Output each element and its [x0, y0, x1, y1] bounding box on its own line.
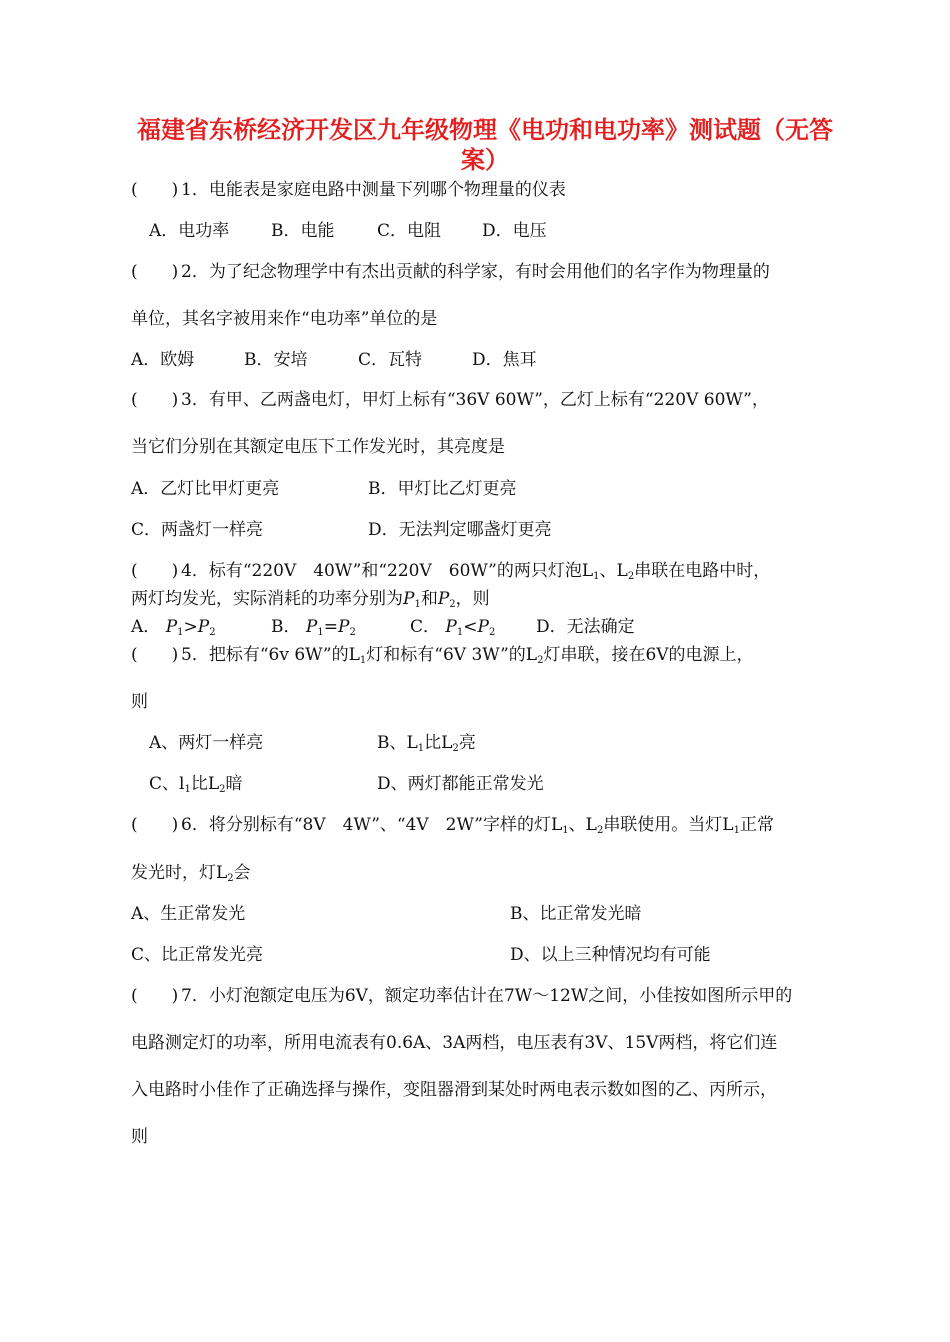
- question-7: [131, 986, 792, 1006]
- q6-text: 、L: [568, 815, 597, 835]
- option-prefix: B．: [271, 617, 301, 637]
- symbol-p: P: [477, 617, 489, 637]
- question-4-stem-line2: [131, 589, 490, 609]
- operator: <: [463, 617, 478, 637]
- symbol-p: P: [403, 589, 415, 609]
- question-7-stem-line4: 则: [131, 1127, 148, 1147]
- q2-option-c: C．瓦特: [358, 350, 423, 370]
- q4-option-c: [410, 617, 495, 637]
- q6-text: 6．将分别标有“8V 4W”、“4V 2W”字样的灯L: [181, 815, 563, 835]
- subscript: 1: [359, 655, 367, 666]
- q6-text: 会: [233, 863, 251, 883]
- symbol-p: P: [337, 617, 350, 637]
- subscript: 1: [733, 825, 740, 836]
- subscript: 1: [317, 627, 324, 638]
- option-prefix: A．: [131, 617, 161, 637]
- q6-text: 发光时，灯L: [131, 863, 228, 883]
- q6-option-a: A、生正常发光: [131, 904, 246, 924]
- q3-option-d: D．无法判定哪盏灯更亮: [368, 520, 552, 540]
- symbol-p: P: [437, 589, 450, 609]
- q4-option-b: [271, 617, 356, 637]
- page-title: 福建省东桥经济开发区九年级物理《电功和电功率》测试题（无答案）: [137, 116, 833, 174]
- answer-blank: ( ): [131, 986, 179, 1006]
- subscript: 1: [456, 627, 464, 638]
- q5-option-d: D、两灯都能正常发光: [377, 774, 544, 794]
- question-1: [131, 180, 566, 200]
- answer-blank: ( ): [131, 180, 179, 200]
- q3-option-c: C．两盏灯一样亮: [131, 520, 264, 540]
- q4-text: 4．标有“220V 40W”和“220V 60W”的两只灯泡L: [181, 561, 594, 581]
- question-7-stem-line3: 入电路时小佳作了正确选择与操作，变阻器滑到某处时两电表示数如图的乙、丙所示，: [131, 1080, 777, 1100]
- subscript: 2: [449, 599, 456, 610]
- subscript: 1: [184, 784, 191, 795]
- subscript: 2: [627, 571, 635, 582]
- answer-blank: ( ): [131, 390, 179, 410]
- question-1-stem: 1．电能表是家庭电路中测量下列哪个物理量的仪表: [181, 180, 566, 200]
- subscript: 1: [593, 571, 600, 582]
- subscript: 1: [562, 825, 569, 836]
- q4-text: 、L: [599, 561, 628, 581]
- answer-blank: ( ): [131, 561, 179, 581]
- q6-option-d: D、以上三种情况均有可能: [510, 945, 711, 965]
- subscript: 1: [414, 599, 421, 610]
- q4-text: 串联在电路中时，: [634, 561, 771, 581]
- q5-text: B、L: [377, 733, 418, 753]
- question-3-stem-line1: 3．有甲、乙两盏电灯，甲灯上标有“36V 60W”，乙灯上标有“220V 60W”，: [181, 390, 769, 410]
- subscript: 1: [417, 743, 425, 754]
- q1-option-d: D．电压: [482, 221, 547, 241]
- question-7-stem-line2: 电路测定灯的功率，所用电流表有0.6A、3A两档，电压表有3V、15V两档，将它们连: [131, 1033, 778, 1053]
- q5-option-b: [377, 733, 476, 753]
- q5-text: 暗: [225, 774, 243, 794]
- q4-option-d: D．无法确定: [536, 617, 635, 637]
- q1-option-b: B．电能: [271, 221, 335, 241]
- answer-blank: ( ): [131, 815, 179, 835]
- q4-text: 和: [420, 589, 438, 609]
- q4-text: ，则: [455, 589, 490, 609]
- question-2-stem-line2: 单位，其名字被用来作“电功率”单位的是: [131, 309, 438, 329]
- q6-option-b: B、比正常发光暗: [510, 904, 642, 924]
- q3-option-a: A．乙灯比甲灯更亮: [131, 479, 280, 499]
- q4-text: 两灯均发光，实际消耗的功率分别为: [131, 589, 403, 609]
- question-3-stem-line2: 当它们分别在其额定电压下工作发光时，其亮度是: [131, 437, 505, 457]
- symbol-p: P: [165, 617, 178, 637]
- symbol-p: P: [197, 617, 210, 637]
- q5-text: 比L: [190, 774, 220, 794]
- question-6-stem-line2: [131, 863, 251, 883]
- question-5: [131, 645, 754, 665]
- q3-option-b: B．甲灯比乙灯更亮: [368, 479, 517, 499]
- q5-text: 5．把标有“6v 6W”的L: [181, 645, 360, 665]
- q5-text: 比L: [424, 733, 453, 753]
- question-6: [131, 815, 774, 835]
- question-2: [131, 262, 770, 282]
- answer-blank: ( ): [131, 645, 179, 665]
- question-5-stem-line2: 则: [131, 692, 148, 712]
- symbol-p: P: [305, 617, 318, 637]
- subscript: 2: [209, 627, 216, 638]
- subscript: 2: [219, 784, 226, 795]
- question-3: [131, 390, 769, 410]
- answer-blank: ( ): [131, 262, 179, 282]
- q5-text: 灯和标有“6V 3W”的L: [366, 645, 538, 665]
- q5-text: 亮: [458, 733, 476, 753]
- q6-text: 正常: [739, 815, 774, 835]
- operator: =: [323, 617, 338, 637]
- question-4: [131, 561, 770, 581]
- symbol-p: P: [445, 617, 457, 637]
- q1-option-c: C．电阻: [377, 221, 442, 241]
- question-2-stem-line1: 2．为了纪念物理学中有杰出贡献的科学家，有时会用他们的名字作为物理量的: [181, 262, 770, 282]
- q5-text: 灯串联，接在6V的电源上，: [543, 645, 754, 665]
- q6-text: 串联使用。当灯L: [603, 815, 734, 835]
- option-prefix: C．: [410, 617, 441, 637]
- subscript: 2: [349, 627, 356, 638]
- subscript: 2: [452, 743, 459, 754]
- subscript: 2: [596, 825, 604, 836]
- q2-option-a: A．欧姆: [131, 350, 195, 370]
- q5-option-a: A、两灯一样亮: [149, 733, 264, 753]
- q5-text: C、l: [149, 774, 185, 794]
- q2-option-b: B．安培: [244, 350, 308, 370]
- q2-option-d: D．焦耳: [472, 350, 537, 370]
- subscript: 1: [177, 627, 184, 638]
- q6-option-c: C、比正常发光亮: [131, 945, 264, 965]
- subscript: 2: [227, 873, 234, 884]
- operator: >: [183, 617, 198, 637]
- q1-option-a: A．电功率: [149, 221, 230, 241]
- q4-option-a: [131, 617, 216, 637]
- subscript: 2: [488, 627, 496, 638]
- q5-option-c: [149, 774, 243, 794]
- subscript: 2: [537, 655, 544, 666]
- question-7-stem-line1: 7．小灯泡额定电压为6V，额定功率估计在7W～12W之间，小佳按如图所示甲的: [181, 986, 793, 1006]
